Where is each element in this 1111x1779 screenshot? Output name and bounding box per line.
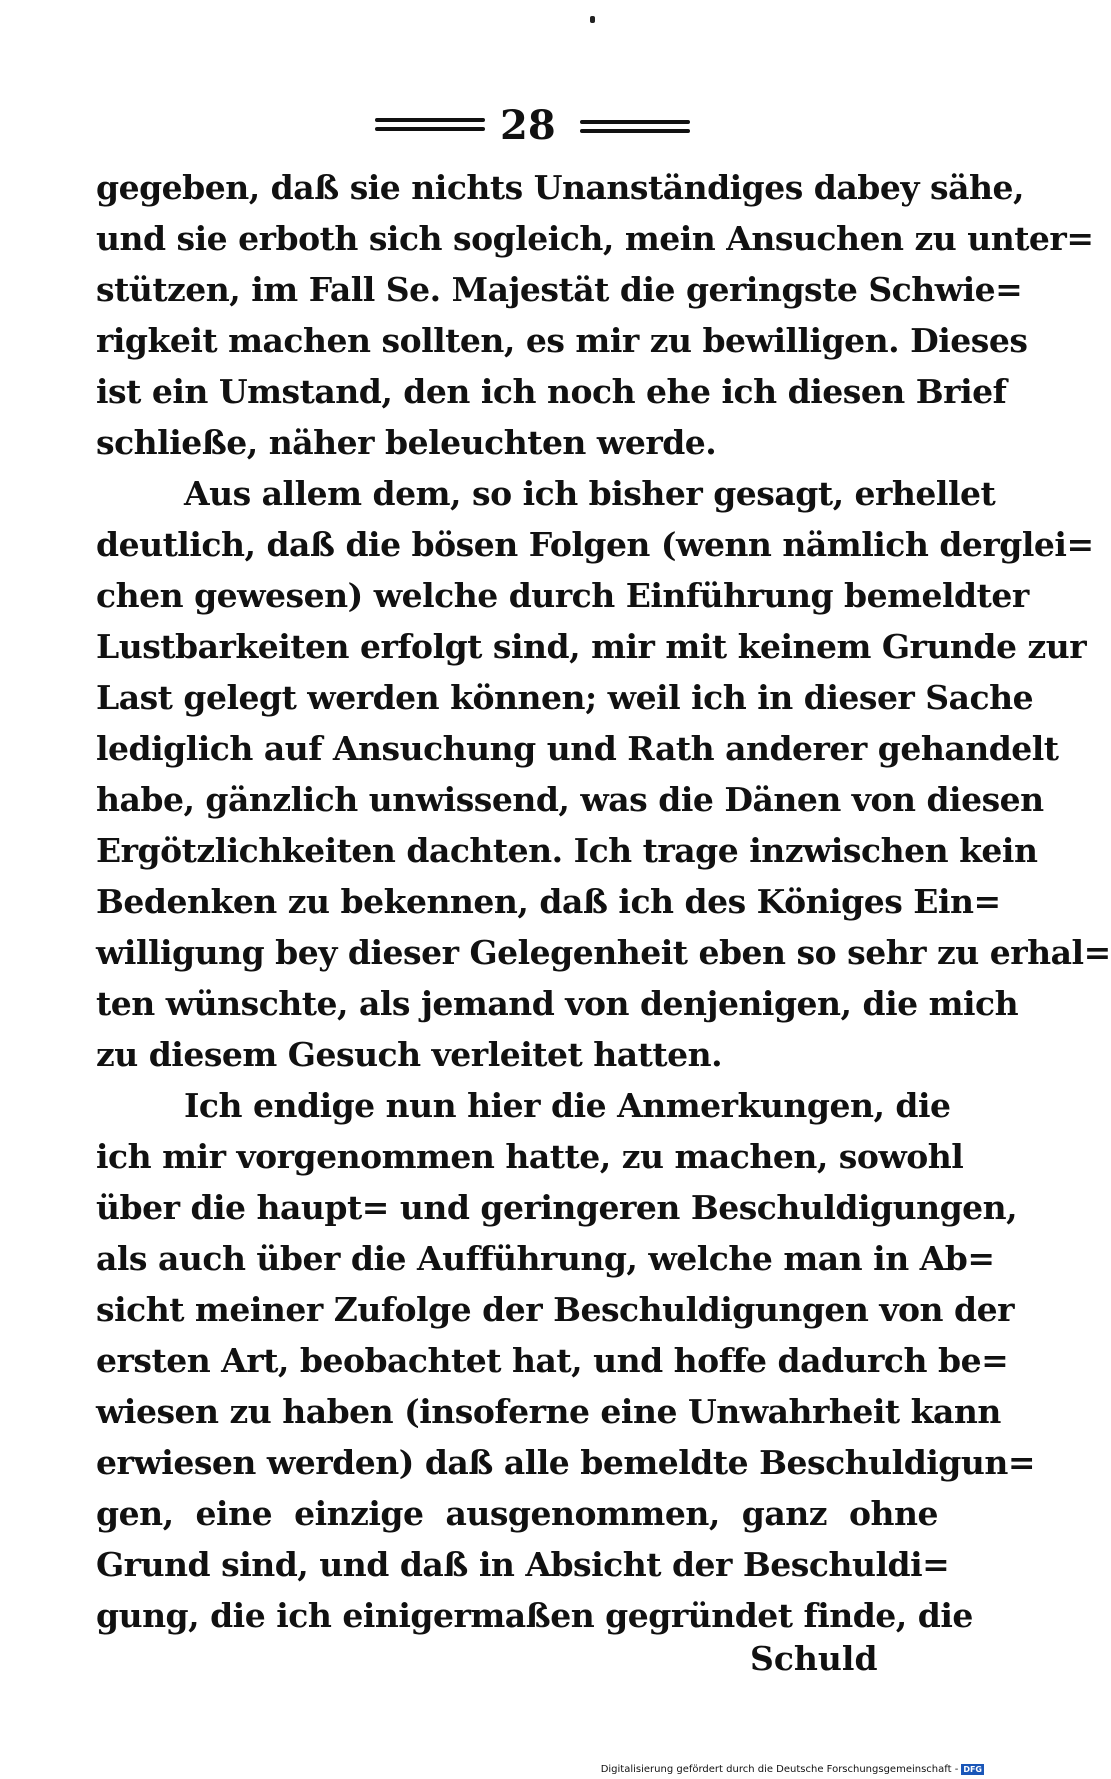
text-line: Lustbarkeiten erfolgt sind, mir mit keinem Grunde zur <box>96 627 1087 666</box>
text-line: gegeben, daß sie nichts Unanständiges dabey sähe, <box>96 168 1024 207</box>
text-line: und sie erboth sich sogleich, mein Ansuchen zu unter= <box>96 219 1094 258</box>
text-line: lediglich auf Ansuchung und Rath anderer gehandelt <box>96 729 1059 768</box>
text-line: chen gewesen) welche durch Einführung bemeldter <box>96 576 1029 615</box>
text-line: schließe, näher beleuchten werde. <box>96 423 717 462</box>
text-line: Aus allem dem, so ich bisher gesagt, erhellet <box>184 474 996 513</box>
text-line: deutlich, daß die bösen Folgen (wenn nämlich derglei= <box>96 525 1094 564</box>
paragraph <box>96 1080 1036 1641</box>
dfg-logo-icon: DFG <box>963 1765 982 1774</box>
footer <box>601 1764 984 1775</box>
page-header <box>0 102 1000 149</box>
text-line: ten wünschte, als jemand von denjenigen, die mich <box>96 984 1019 1023</box>
text-line: Ich endige nun hier die Anmerkungen, die <box>184 1086 951 1125</box>
text-line: rigkeit machen sollten, es mir zu bewilligen. Dieses <box>96 321 1028 360</box>
text-line: Ergötzlichkeiten dachten. Ich trage inzwischen kein <box>96 831 1038 870</box>
text-line: als auch über die Aufführung, welche man in Ab= <box>96 1239 995 1278</box>
text-line: gung, die ich einigermaßen gegründet finde, die <box>96 1596 973 1635</box>
text-line: Bedenken zu bekennen, daß ich des Königes Ein= <box>96 882 1001 921</box>
text-line: ist ein Umstand, den ich noch ehe ich diesen Brief <box>96 372 1007 411</box>
text-line: willigung bey dieser Gelegenheit eben so sehr zu erhal= <box>96 933 1111 972</box>
body-text <box>96 162 1111 1641</box>
text-line: gen, eine einzige ausgenommen, ganz ohne <box>96 1494 938 1533</box>
text-line: ich mir vorgenommen hatte, zu machen, sowohl <box>96 1137 964 1176</box>
text-line: sicht meiner Zufolge der Beschuldigungen von der <box>96 1290 1014 1329</box>
text-line: Grund sind, und daß in Absicht der Beschuldi= <box>96 1545 950 1584</box>
footer-credit: Digitalisierung gefördert durch die Deutsche Forschungsgemeinschaft - <box>600 1764 959 1775</box>
ink-speck <box>590 16 595 23</box>
text-line: stützen, im Fall Se. Majestät die geringste Schwie= <box>96 270 1023 309</box>
text-line: Last gelegt werden können; weil ich in dieser Sache <box>96 678 1034 717</box>
header-rule-right-bottom <box>580 129 690 133</box>
text-line: habe, gänzlich unwissend, was die Dänen von diesen <box>96 780 1044 819</box>
catchword: Schuld <box>750 1639 878 1678</box>
text-line: ersten Art, beobachtet hat, und hoffe dadurch be= <box>96 1341 1009 1380</box>
header-rule-left-bottom <box>375 127 485 131</box>
text-line: wiesen zu haben (insoferne eine Unwahrheit kann <box>96 1392 1001 1431</box>
paragraph <box>96 162 1094 468</box>
paragraph <box>96 468 1111 1080</box>
text-line: zu diesem Gesuch verleitet hatten. <box>96 1035 723 1074</box>
page-number: 28 <box>500 102 556 149</box>
header-rule-right-top <box>580 120 690 124</box>
text-line: erwiesen werden) daß alle bemeldte Beschuldigun= <box>96 1443 1036 1482</box>
text-line: über die haupt= und geringeren Beschuldigungen, <box>96 1188 1018 1227</box>
header-rule-left-top <box>375 118 485 122</box>
